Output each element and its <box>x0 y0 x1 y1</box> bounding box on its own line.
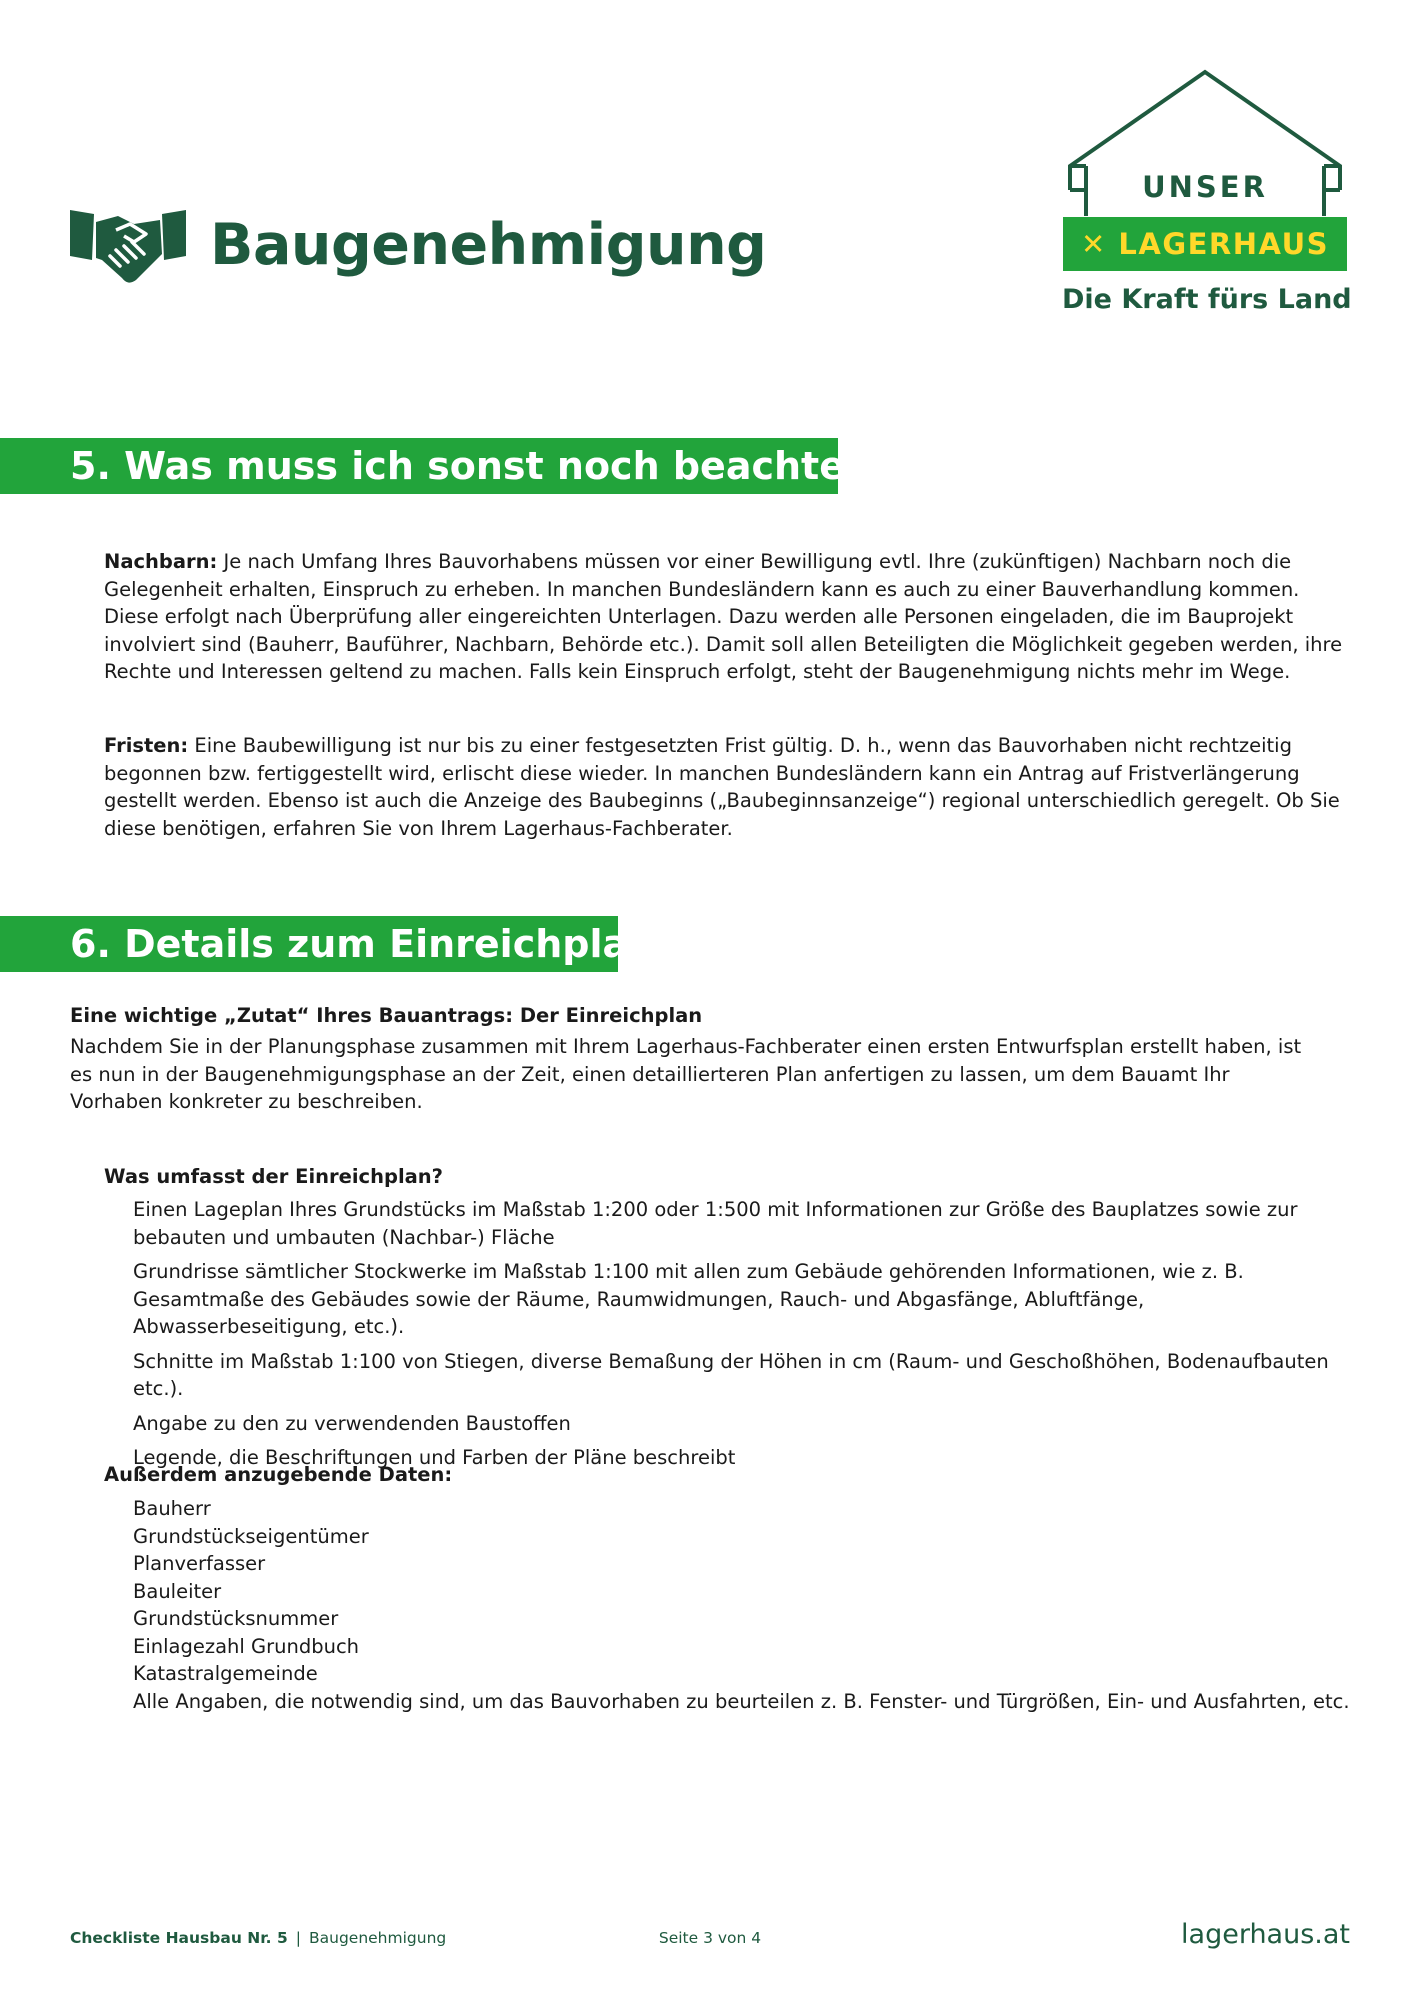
handshake-icon <box>70 208 186 288</box>
daten-list <box>133 1495 1350 1715</box>
logo-line1: UNSER <box>1142 170 1268 204</box>
list-item: Grundstücksnummer <box>133 1607 339 1630</box>
fristen-text: Eine Baubewilligung ist nur bis zu einer festgesetzten Frist gültig. D. h., wenn das Bauvorhaben nicht rechtzeitig begonnen bzw. fertiggestellt wird, erlischt diese wieder. In manchen Bundesländern kann ein Antrag auf Fristverlängerung gestellt werden. Ebenso ist auch die Anzeige des Baubeginns („Baubeginnsanzeige“) regional unterschiedlich geregelt. Ob Sie diese benötigen, erfahren Sie von Ihrem Lagerhaus-Fachberater. <box>104 734 1340 840</box>
section-6-heading: 6. Details zum Einreichplan <box>0 916 618 972</box>
paragraph-fristen <box>104 732 1344 842</box>
nachbarn-label: Nachbarn: <box>104 550 218 573</box>
page-title: Baugenehmigung <box>210 212 767 278</box>
list-item: Schnitte im Maßstab 1:100 von Stiegen, diverse Bemaßung der Höhen in cm (Raum- und Geschoßhöhen, Bodenaufbauten etc.). <box>133 1349 1329 1400</box>
zutat-subheading: Eine wichtige „Zutat“ Ihres Bauantrags: Der Einreichplan <box>70 1004 703 1027</box>
nachbarn-text: Je nach Umfang Ihres Bauvorhabens müssen vor einer Bewilligung evtl. Ihre (zukünftigen) Nachbarn noch die Gelegenheit erhalten, Einspruch zu erheben. In manchen Bundesländern kann es auch zu einer Bauverhandlung kommen. Diese erfolgt nach Überprüfung aller eingereichten Unterlagen. Dazu werden alle Personen eingeladen, die im Bauprojekt involviert sind (Bauherr, Bauführer, Nachbarn, Behörde etc.). Damit soll allen Beteiligten die Möglichkeit gegeben werden, ihre Rechte und Interessen geltend zu machen. Falls kein Einspruch erfolgt, steht der Baugenehmigung nichts mehr im Wege. <box>104 550 1343 683</box>
list-item: Bauherr <box>133 1497 211 1520</box>
list-item: Katastralgemeinde <box>133 1662 318 1685</box>
logo-band <box>1063 217 1347 271</box>
ausserdem-heading: Außerdem anzugebende Daten: <box>104 1463 453 1486</box>
paragraph-nachbarn <box>104 548 1344 686</box>
list-item: Legende, die Beschriftungen und Farben der Pläne beschreibt <box>133 1446 736 1469</box>
umfasst-list <box>133 1196 1343 1479</box>
list-item: Grundrisse sämtlicher Stockwerke im Maßstab 1:100 mit allen zum Gebäude gehörenden Informationen, wie z. B. Gesamtmaße des Gebäudes sowie der Räume, Raumwidmungen, Rauch- und Abgasfänge, Abluftfänge, Abwasserbeseitigung, etc.). <box>133 1260 1244 1338</box>
section-5-heading: 5. Was muss ich sonst noch beachten? <box>0 438 838 494</box>
list-item: Bauleiter <box>133 1579 222 1603</box>
cross-icon: ✕ <box>1080 227 1119 261</box>
footer-separator: | <box>295 1929 301 1947</box>
footer-doc-info <box>70 1929 446 1947</box>
footer-doc-topic: Baugenehmigung <box>308 1929 447 1947</box>
umfasst-heading: Was umfasst der Einreichplan? <box>104 1165 443 1188</box>
fristen-label: Fristen: <box>104 734 189 757</box>
einreichplan-intro: Nachdem Sie in der Planungsphase zusammen mit Ihrem Lagerhaus-Fachberater einen ersten Entwurfsplan erstellt haben, ist es nun in der Baugenehmigungsphase an der Zeit, einen detaillierteren Plan anfertigen zu lassen, um dem Bauamt Ihr Vorhaben konkreter zu beschreiben. <box>70 1035 1302 1113</box>
logo-line2: LAGERHAUS <box>1118 227 1330 261</box>
list-item: Einlagezahl Grundbuch <box>133 1634 360 1658</box>
list-item: Grundstückseigentümer <box>133 1524 369 1548</box>
list-item: Einen Lageplan Ihres Grundstücks im Maßstab 1:200 oder 1:500 mit Informationen zur Größe des Bauplatzes sowie zur bebauten und umbauten (Nachbar-) Fläche <box>133 1198 1298 1249</box>
logo-tagline: Die Kraft fürs Land <box>1062 284 1352 315</box>
footer-doc-name: Checkliste Hausbau Nr. 5 <box>70 1929 288 1947</box>
list-item: Alle Angaben, die notwendig sind, um das Bauvorhaben zu beurteilen z. B. Fenster- und Türgrößen, Ein- und Ausfahrten, etc. <box>133 1689 1350 1713</box>
list-item: Angabe zu den zu verwendenden Baustoffen <box>133 1411 571 1435</box>
page-number: Seite 3 von 4 <box>658 1929 762 1947</box>
list-item: Planverfasser <box>133 1552 266 1575</box>
footer-url-link[interactable]: lagerhaus.at <box>1181 1919 1350 1950</box>
